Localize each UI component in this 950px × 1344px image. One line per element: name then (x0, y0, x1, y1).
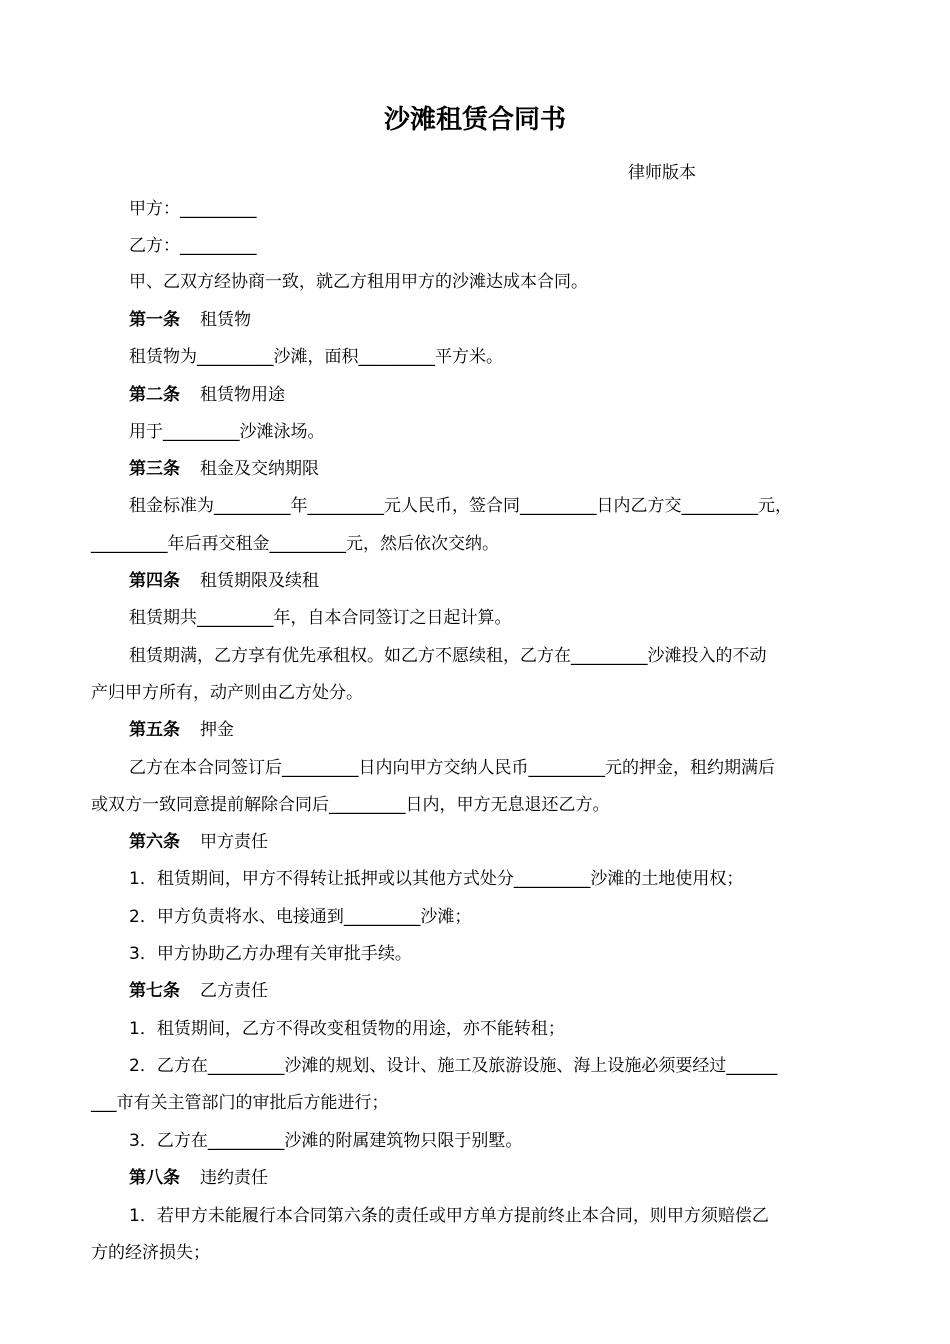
article-5-text-line-2: 或双方一致同意提前解除合同后_________日内，甲方无息退还乙方。 (91, 795, 610, 815)
article-title: 租赁物用途 (200, 385, 285, 405)
article-number: 第一条 (129, 310, 180, 330)
article-title: 违约责任 (200, 1168, 268, 1188)
article-number: 第七条 (129, 981, 180, 1001)
article-number: 第二条 (129, 385, 180, 405)
party-a-line: 甲方：_________ (129, 199, 257, 219)
article-title: 乙方责任 (200, 981, 268, 1001)
article-4-heading (129, 568, 319, 594)
article-3-text-line-2: _________年后再交租金_________元，然后依次交纳。 (91, 534, 499, 554)
intro-paragraph: 甲、乙双方经协商一致，就乙方租用甲方的沙滩达成本合同。 (129, 272, 588, 292)
article-title: 租金及交纳期限 (200, 459, 319, 479)
article-number: 第三条 (129, 459, 180, 479)
article-7-heading (129, 978, 268, 1004)
article-number: 第六条 (129, 832, 180, 852)
article-8-item-1-line-1: 1．若甲方未能履行本合同第六条的责任或甲方单方提前终止本合同，则甲方须赔偿乙 (129, 1206, 769, 1226)
article-4-text-1: 租赁期共_________年，自本合同签订之日起计算。 (129, 608, 512, 628)
article-8-heading (129, 1165, 268, 1191)
article-5-text-line-1: 乙方在本合同签订后_________日内向甲方交纳人民币_________元的押金，租约期满后 (129, 758, 775, 778)
party-b-line: 乙方：_________ (129, 236, 257, 256)
article-8-item-1-line-2: 方的经济损失； (91, 1243, 210, 1263)
article-6-item-2: 2．甲方负责将水、电接通到_________沙滩； (129, 907, 472, 927)
article-7-item-3: 3．乙方在_________沙滩的附属建筑物只限于别墅。 (129, 1131, 523, 1151)
article-7-item-1: 1．租赁期间，乙方不得改变租赁物的用途，亦不能转租； (129, 1019, 565, 1039)
article-1-heading (129, 307, 251, 333)
article-number: 第八条 (129, 1168, 180, 1188)
document-title: 沙滩租赁合同书 (383, 105, 566, 135)
article-7-item-2-line-1: 2．乙方在_________沙滩的规划、设计、施工及旅游设施、海上设施必须要经过______ (129, 1056, 778, 1076)
article-7-item-2-line-2: ___市有关主管部门的审批后方能进行； (91, 1093, 389, 1113)
article-title: 租赁期限及续租 (200, 571, 319, 591)
article-number: 第四条 (129, 571, 180, 591)
article-4-text-2-line-1: 租赁期满，乙方享有优先承租权。如乙方不愿续租，乙方在_________沙滩投入的不动 (129, 646, 767, 666)
article-number: 第五条 (129, 720, 180, 740)
article-3-text-line-1: 租金标准为_________年_________元人民币，签合同_________日内乙方交_________元， (129, 496, 792, 516)
article-6-item-1: 1．租赁期间，甲方不得转让抵押或以其他方式处分_________沙滩的土地使用权； (129, 869, 744, 889)
article-6-item-3: 3．甲方协助乙方办理有关审批手续。 (129, 944, 412, 964)
article-6-heading (129, 829, 268, 855)
article-5-heading (129, 717, 234, 743)
article-title: 租赁物 (200, 310, 251, 330)
article-3-heading (129, 456, 319, 482)
article-title: 押金 (200, 720, 234, 740)
article-title: 甲方责任 (200, 832, 268, 852)
article-1-text: 租赁物为_________沙滩，面积_________平方米。 (129, 347, 503, 367)
article-2-heading (129, 382, 285, 408)
document-version: 律师版本 (628, 163, 696, 183)
article-2-text: 用于_________沙滩泳场。 (129, 422, 325, 442)
article-4-text-2-line-2: 产归甲方所有，动产则由乙方处分。 (91, 683, 363, 703)
